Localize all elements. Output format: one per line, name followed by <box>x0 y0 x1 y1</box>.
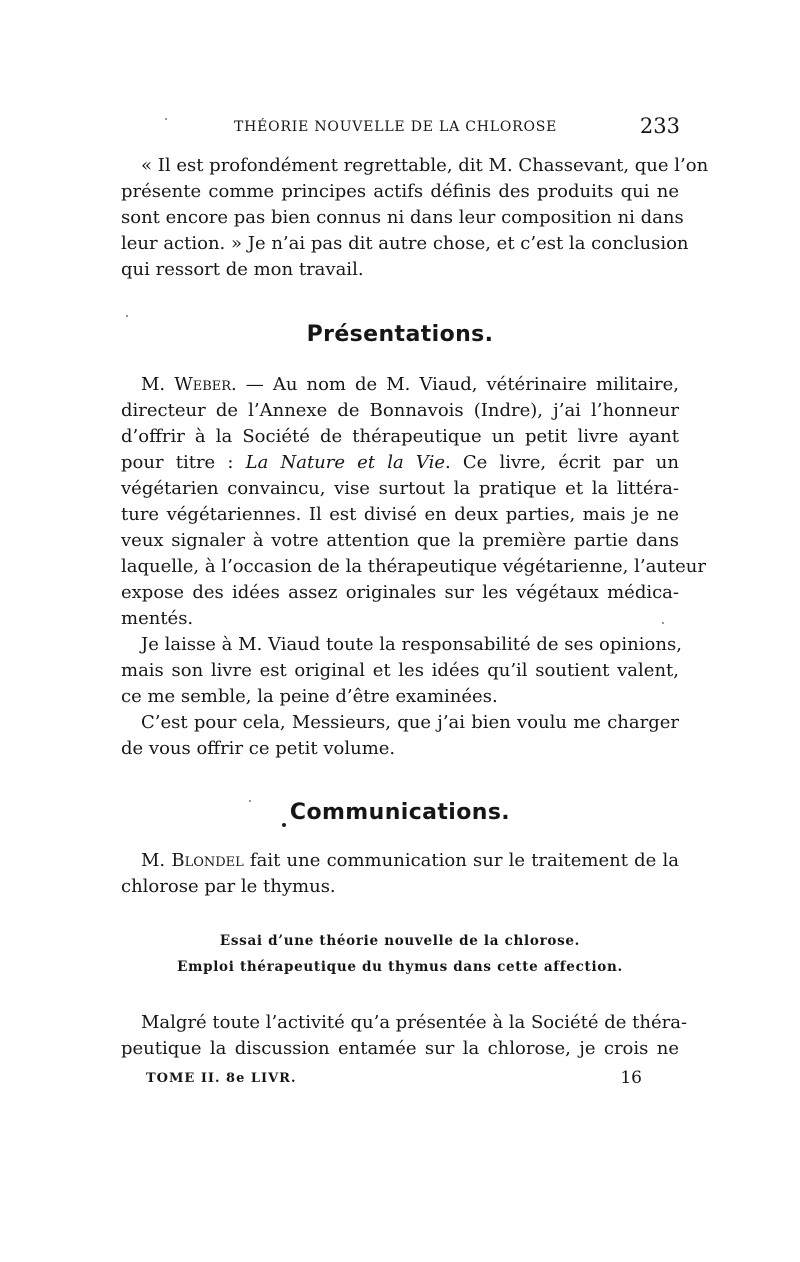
text-line: qui ressort de mon travail. <box>121 259 364 280</box>
text-line: peutique la discussion entamée sur la chlorose, je crois ne <box>121 1038 679 1059</box>
text-line <box>121 372 679 398</box>
signature-line <box>146 1068 646 1090</box>
text-line <box>121 848 679 874</box>
line-continuation: . Ce livre, écrit par un <box>444 452 679 473</box>
text-line: laquelle, à l’occasion de la thérapeutique végétarienne, l’auteur <box>121 556 706 577</box>
text-line: chlorose par le thymus. <box>121 876 336 897</box>
text-line: mais son livre est original et les idées qu’il soutient valent, <box>121 660 679 681</box>
text-line: sont encore pas bien connus ni dans leur composition ni dans <box>121 207 684 228</box>
line-continuation: fait une communication sur le traitement de la <box>243 850 679 871</box>
quote-paragraph <box>121 153 709 283</box>
article-title-line-2: Emploi thérapeutique du thymus dans cette affection. <box>177 959 623 975</box>
text-line: mentés. <box>121 608 194 629</box>
sheet-number: 16 <box>620 1068 642 1088</box>
running-head <box>118 116 684 140</box>
scan-speck <box>282 823 286 827</box>
text-line: d’offrir à la Société de thérapeutique un petit livre ayant <box>121 426 679 447</box>
section-heading-communications: Communications. <box>289 800 511 825</box>
speaker-name: Weber <box>174 374 232 395</box>
blondel-paragraph <box>121 848 679 900</box>
scan-speck <box>662 622 664 624</box>
text-line: « Il est profondément regrettable, dit M. Chassevant, que l’on <box>141 155 709 176</box>
article-title-line-1: Essai d’une théorie nouvelle de la chlorose. <box>219 933 581 949</box>
text-line: ce me semble, la peine d’être examinées. <box>121 686 498 707</box>
book-title: La Nature et la Vie <box>245 452 445 473</box>
running-title: THÉORIE NOUVELLE DE LA CHLOROSE <box>234 119 558 135</box>
section-heading-presentations: Présentations. <box>306 322 494 347</box>
text-line <box>121 450 679 476</box>
text-line: leur action. » Je n’ai pas dit autre chose, et c’est la conclusion <box>121 233 689 254</box>
text-line: veux signaler à votre attention que la première partie dans <box>121 530 679 551</box>
page-number: 233 <box>639 114 680 138</box>
line-lead: pour titre : <box>121 452 246 473</box>
text-line: Je laisse à M. Viaud toute la responsabilité de ses opinions, <box>141 634 682 655</box>
text-line: C’est pour cela, Messieurs, que j’ai bien voulu me charger <box>141 712 679 733</box>
line-continuation: . — Au nom de M. Viaud, vétérinaire militaire, <box>231 374 679 395</box>
viaud-paragraph <box>121 632 682 710</box>
scan-speck <box>126 315 128 317</box>
signature-mark: TOME II. 8e LIVR. <box>146 1071 297 1086</box>
speaker-prefix: M. <box>141 850 172 871</box>
speaker-prefix: M. <box>141 374 175 395</box>
text-line: directeur de l’Annexe de Bonnavois (Indre), j’ai l’honneur <box>121 400 679 421</box>
text-line: Malgré toute l’activité qu’a présentée à la Société de théra- <box>141 1012 688 1033</box>
text-line: présente comme principes actifs définis des produits qui ne <box>121 181 679 202</box>
closing-paragraph <box>121 1010 688 1062</box>
speaker-name: Blondel <box>171 850 244 871</box>
scan-speck <box>249 800 251 802</box>
weber-paragraph <box>121 372 706 632</box>
text-line: expose des idées assez originales sur les végétaux médica- <box>121 582 679 603</box>
text-line: de vous offrir ce petit volume. <box>121 738 396 759</box>
text-line: ture végétariennes. Il est divisé en deux parties, mais je ne <box>121 504 679 525</box>
text-line: végétarien convaincu, vise surtout la pratique et la littéra- <box>121 478 679 499</box>
scan-speck <box>165 118 167 120</box>
thanks-paragraph <box>121 710 679 762</box>
